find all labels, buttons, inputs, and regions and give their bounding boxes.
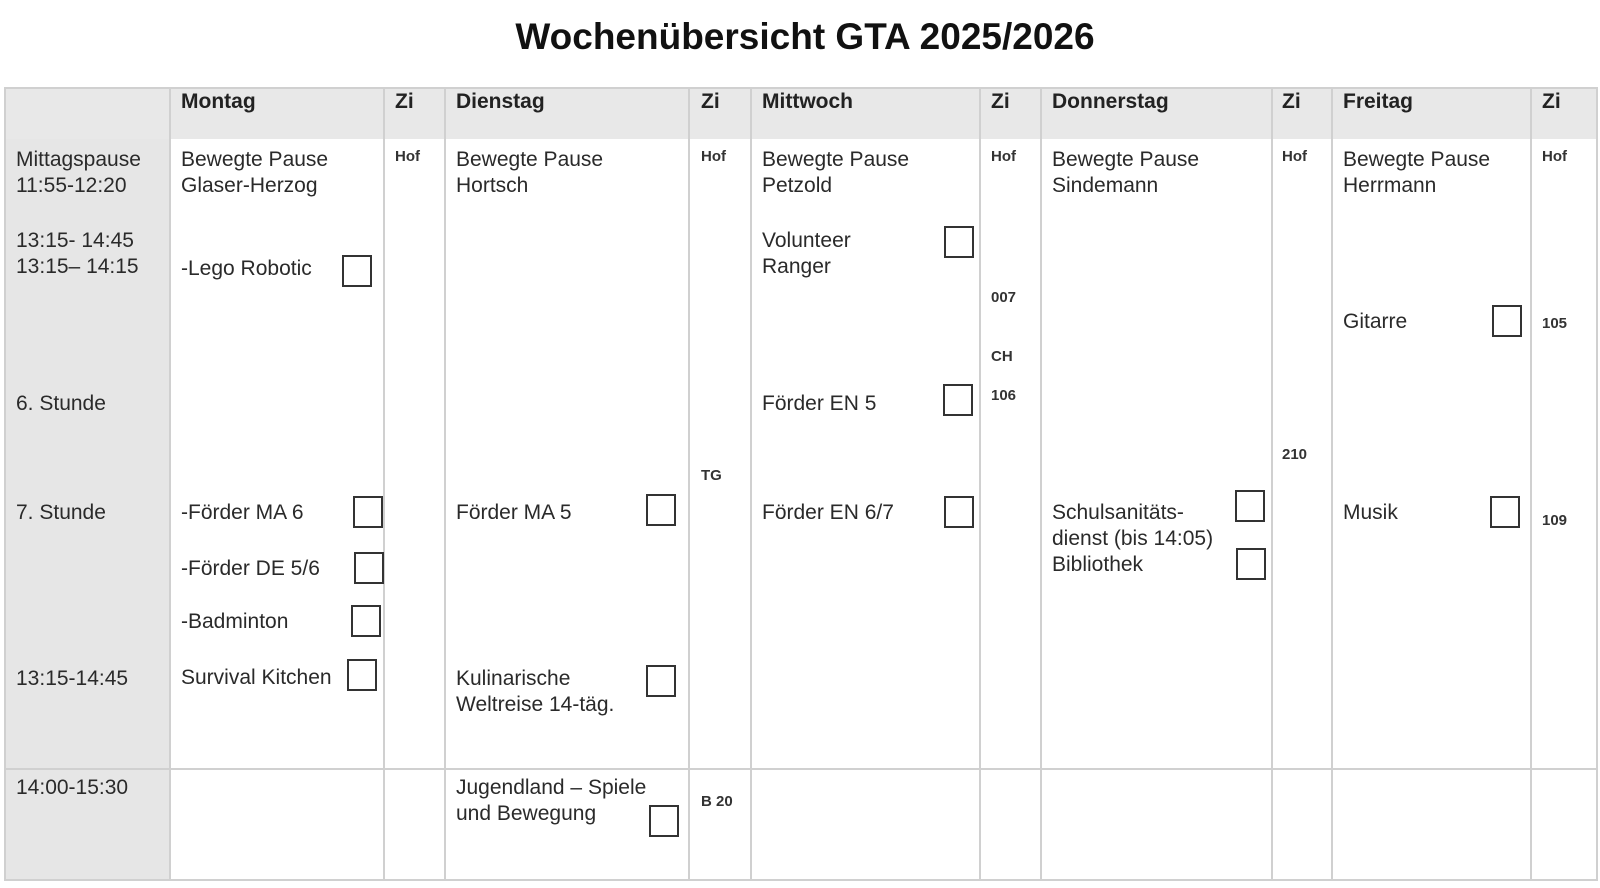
- checkbox-jugendland[interactable]: [649, 805, 679, 837]
- activity-volunteer-ranger: Volunteer Ranger: [762, 229, 851, 278]
- checkbox-kulinarische-weltreise[interactable]: [646, 665, 676, 697]
- activity-jugendland: Jugendland – Spiele und Bewegung: [456, 776, 647, 825]
- room-label: Hof: [701, 148, 726, 165]
- checkbox-survival-kitchen[interactable]: [347, 659, 377, 691]
- header-zi: Zi: [701, 90, 720, 113]
- activity-gitarre: Gitarre: [1343, 310, 1408, 333]
- checkbox-foerder-ma5[interactable]: [646, 494, 676, 526]
- header-mittwoch: Mittwoch: [762, 90, 853, 113]
- activity-musik: Musik: [1343, 501, 1398, 524]
- header-zi: Zi: [1282, 90, 1301, 113]
- activity-schulsanitaetsdienst: Schulsanitäts- dienst (bis 14:05) Bibliothek: [1052, 501, 1214, 576]
- room-label: Hof: [1542, 148, 1567, 165]
- activity-bewegte-pause-do: Bewegte Pause Sindemann: [1052, 148, 1200, 197]
- room-label: 105: [1542, 315, 1568, 332]
- checkbox-bibliothek[interactable]: [1236, 548, 1266, 580]
- activity-foerder-en67: Förder EN 6/7: [762, 501, 894, 524]
- room-label: Hof: [1282, 148, 1307, 165]
- checkbox-foerder-en5[interactable]: [943, 384, 973, 416]
- checkbox-musik[interactable]: [1490, 496, 1520, 528]
- header-zi: Zi: [1542, 90, 1561, 113]
- header-donnerstag: Donnerstag: [1052, 90, 1169, 113]
- checkbox-foerder-en67[interactable]: [944, 496, 974, 528]
- room-label: Hof: [395, 148, 420, 165]
- activity-bewegte-pause-mi: Bewegte Pause Petzold: [762, 148, 910, 197]
- header-montag: Montag: [181, 90, 256, 113]
- checkbox-gitarre[interactable]: [1492, 305, 1522, 337]
- checkbox-foerder-ma6[interactable]: [353, 496, 383, 528]
- time-mittagspause: Mittagspause 11:55-12:20: [16, 148, 141, 197]
- room-label: B 20: [701, 793, 733, 810]
- time-slot-a: 13:15- 14:45 13:15– 14:15: [16, 229, 139, 278]
- activity-foerder-en5: Förder EN 5: [762, 392, 877, 415]
- room-label: CH: [991, 348, 1013, 365]
- checkbox-badminton[interactable]: [351, 605, 381, 637]
- header-zi: Zi: [991, 90, 1010, 113]
- activity-kulinarische-weltreise: Kulinarische Weltreise 14-täg.: [456, 667, 615, 716]
- activity-foerder-de56: -Förder DE 5/6: [181, 557, 320, 580]
- activity-bewegte-pause-di: Bewegte Pause Hortsch: [456, 148, 604, 197]
- room-label: 106: [991, 387, 1017, 404]
- activity-bewegte-pause-mo: Bewegte Pause Glaser-Herzog: [181, 148, 329, 197]
- time-7-stunde: 7. Stunde: [16, 501, 106, 524]
- activity-lego-robotic: -Lego Robotic: [181, 257, 312, 280]
- room-label: Hof: [991, 148, 1016, 165]
- activity-foerder-ma6: -Förder MA 6: [181, 501, 304, 524]
- activity-survival-kitchen: Survival Kitchen: [181, 666, 332, 689]
- activity-foerder-ma5: Förder MA 5: [456, 501, 572, 524]
- checkbox-lego-robotic[interactable]: [342, 255, 372, 287]
- time-6-stunde: 6. Stunde: [16, 392, 106, 415]
- time-slot-b: 13:15-14:45: [16, 667, 129, 690]
- checkbox-volunteer-ranger[interactable]: [944, 226, 974, 258]
- room-label: TG: [701, 467, 722, 484]
- checkbox-schulsanitaetsdienst[interactable]: [1235, 490, 1265, 522]
- activity-bewegte-pause-fr: Bewegte Pause Herrmann: [1343, 148, 1491, 197]
- page-title: Wochenübersicht GTA 2025/2026: [515, 16, 1095, 57]
- checkbox-foerder-de56[interactable]: [354, 552, 384, 584]
- header-freitag: Freitag: [1343, 90, 1414, 113]
- header-dienstag: Dienstag: [456, 90, 545, 113]
- table-border: [5, 88, 1597, 880]
- room-label: 007: [991, 289, 1017, 306]
- room-label: 210: [1282, 446, 1308, 463]
- time-slot-c: 14:00-15:30: [16, 776, 129, 799]
- header-zi: Zi: [395, 90, 414, 113]
- room-label: 109: [1542, 512, 1568, 529]
- activity-badminton: -Badminton: [181, 610, 289, 633]
